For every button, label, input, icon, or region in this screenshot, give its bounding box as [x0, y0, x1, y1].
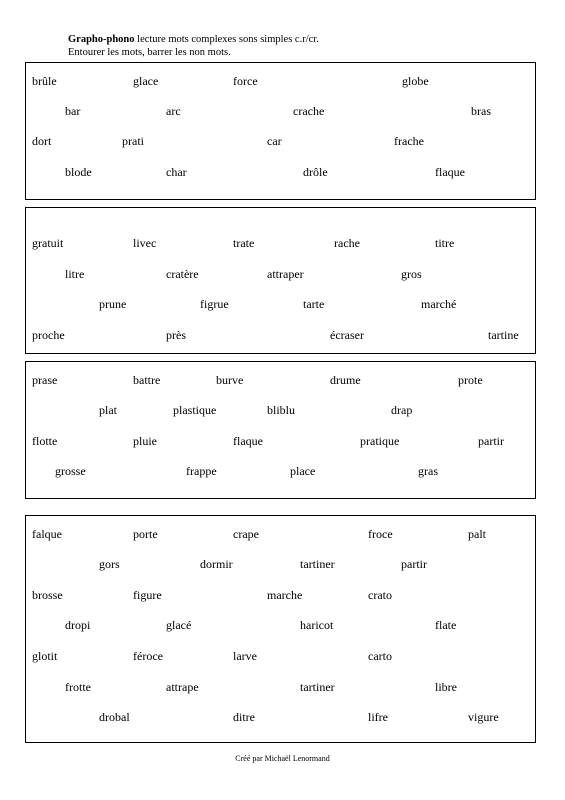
word-item: dort: [32, 134, 52, 148]
word-item: frotte: [65, 680, 91, 694]
word-item: rache: [334, 236, 360, 250]
word-item: froce: [368, 527, 393, 541]
word-item: marché: [421, 297, 457, 311]
word-item: libre: [435, 680, 457, 694]
word-item: glotit: [32, 649, 58, 663]
word-item: prase: [32, 373, 58, 387]
word-item: grosse: [55, 464, 86, 478]
word-item: flaque: [435, 165, 465, 179]
word-item: gros: [401, 267, 422, 281]
word-item: palt: [468, 527, 486, 541]
word-item: gors: [99, 557, 120, 571]
word-item: dropi: [65, 618, 91, 632]
word-item: glacé: [166, 618, 192, 632]
word-item: marche: [267, 588, 303, 602]
word-item: car: [267, 134, 282, 148]
word-item: drap: [391, 403, 413, 417]
word-item: bliblu: [267, 403, 296, 417]
word-item: gratuit: [32, 236, 64, 250]
word-item: carto: [368, 649, 392, 663]
word-item: ditre: [233, 710, 255, 724]
word-item: dormir: [200, 557, 233, 571]
word-item: globe: [402, 74, 429, 88]
word-item: gras: [418, 464, 438, 478]
word-item: flate: [435, 618, 457, 632]
word-item: plastique: [173, 403, 217, 417]
word-item: près: [166, 328, 186, 342]
word-item: cratère: [166, 267, 199, 281]
word-item: pluie: [133, 434, 157, 448]
word-item: drôle: [303, 165, 328, 179]
word-item: frache: [394, 134, 424, 148]
word-item: bar: [65, 104, 81, 118]
word-item: figrue: [200, 297, 229, 311]
word-item: char: [166, 165, 187, 179]
word-item: falque: [32, 527, 62, 541]
word-item: attraper: [267, 267, 304, 281]
title-bold: Grapho-phono: [68, 34, 135, 45]
word-item: plat: [99, 403, 117, 417]
word-item: burve: [216, 373, 244, 387]
word-item: prune: [99, 297, 127, 311]
worksheet-header: [68, 33, 319, 59]
word-item: force: [233, 74, 258, 88]
word-item: brûle: [32, 74, 57, 88]
word-item: livec: [133, 236, 157, 250]
word-item: brosse: [32, 588, 63, 602]
word-item: place: [290, 464, 316, 478]
word-item: battre: [133, 373, 161, 387]
word-item: haricot: [300, 618, 334, 632]
word-item: tartine: [488, 328, 519, 342]
word-item: tartiner: [300, 557, 335, 571]
word-item: glace: [133, 74, 159, 88]
word-item: trate: [233, 236, 255, 250]
title-rest: lecture mots complexes sons simples c.r/cr.: [134, 34, 319, 45]
word-item: partir: [478, 434, 504, 448]
word-item: prote: [458, 373, 483, 387]
word-item: crache: [293, 104, 325, 118]
word-item: tarte: [303, 297, 325, 311]
word-item: flaque: [233, 434, 263, 448]
word-item: frappe: [186, 464, 217, 478]
word-item: litre: [65, 267, 85, 281]
worksheet-title: [68, 33, 319, 46]
worksheet-instruction: Entourer les mots, barrer les non mots.: [68, 47, 231, 58]
word-item: vigure: [468, 710, 499, 724]
word-item: crape: [233, 527, 259, 541]
word-item: lifre: [368, 710, 388, 724]
word-item: crato: [368, 588, 392, 602]
word-box-4: [25, 515, 536, 743]
word-item: titre: [435, 236, 455, 250]
word-item: prati: [122, 134, 144, 148]
word-item: flotte: [32, 434, 58, 448]
word-item: figure: [133, 588, 162, 602]
footer-credit: Créé par Michaël Lenormand: [235, 754, 330, 763]
word-item: attrape: [166, 680, 199, 694]
word-item: féroce: [133, 649, 163, 663]
word-item: bras: [471, 104, 491, 118]
word-item: larve: [233, 649, 257, 663]
word-item: blode: [65, 165, 92, 179]
word-item: proche: [32, 328, 65, 342]
word-item: partir: [401, 557, 427, 571]
word-box-1: [25, 62, 536, 200]
word-item: drume: [330, 373, 361, 387]
word-item: drobal: [99, 710, 130, 724]
word-item: pratique: [360, 434, 400, 448]
word-item: écraser: [330, 328, 364, 342]
word-item: porte: [133, 527, 158, 541]
word-item: arc: [166, 104, 181, 118]
word-item: tartiner: [300, 680, 335, 694]
